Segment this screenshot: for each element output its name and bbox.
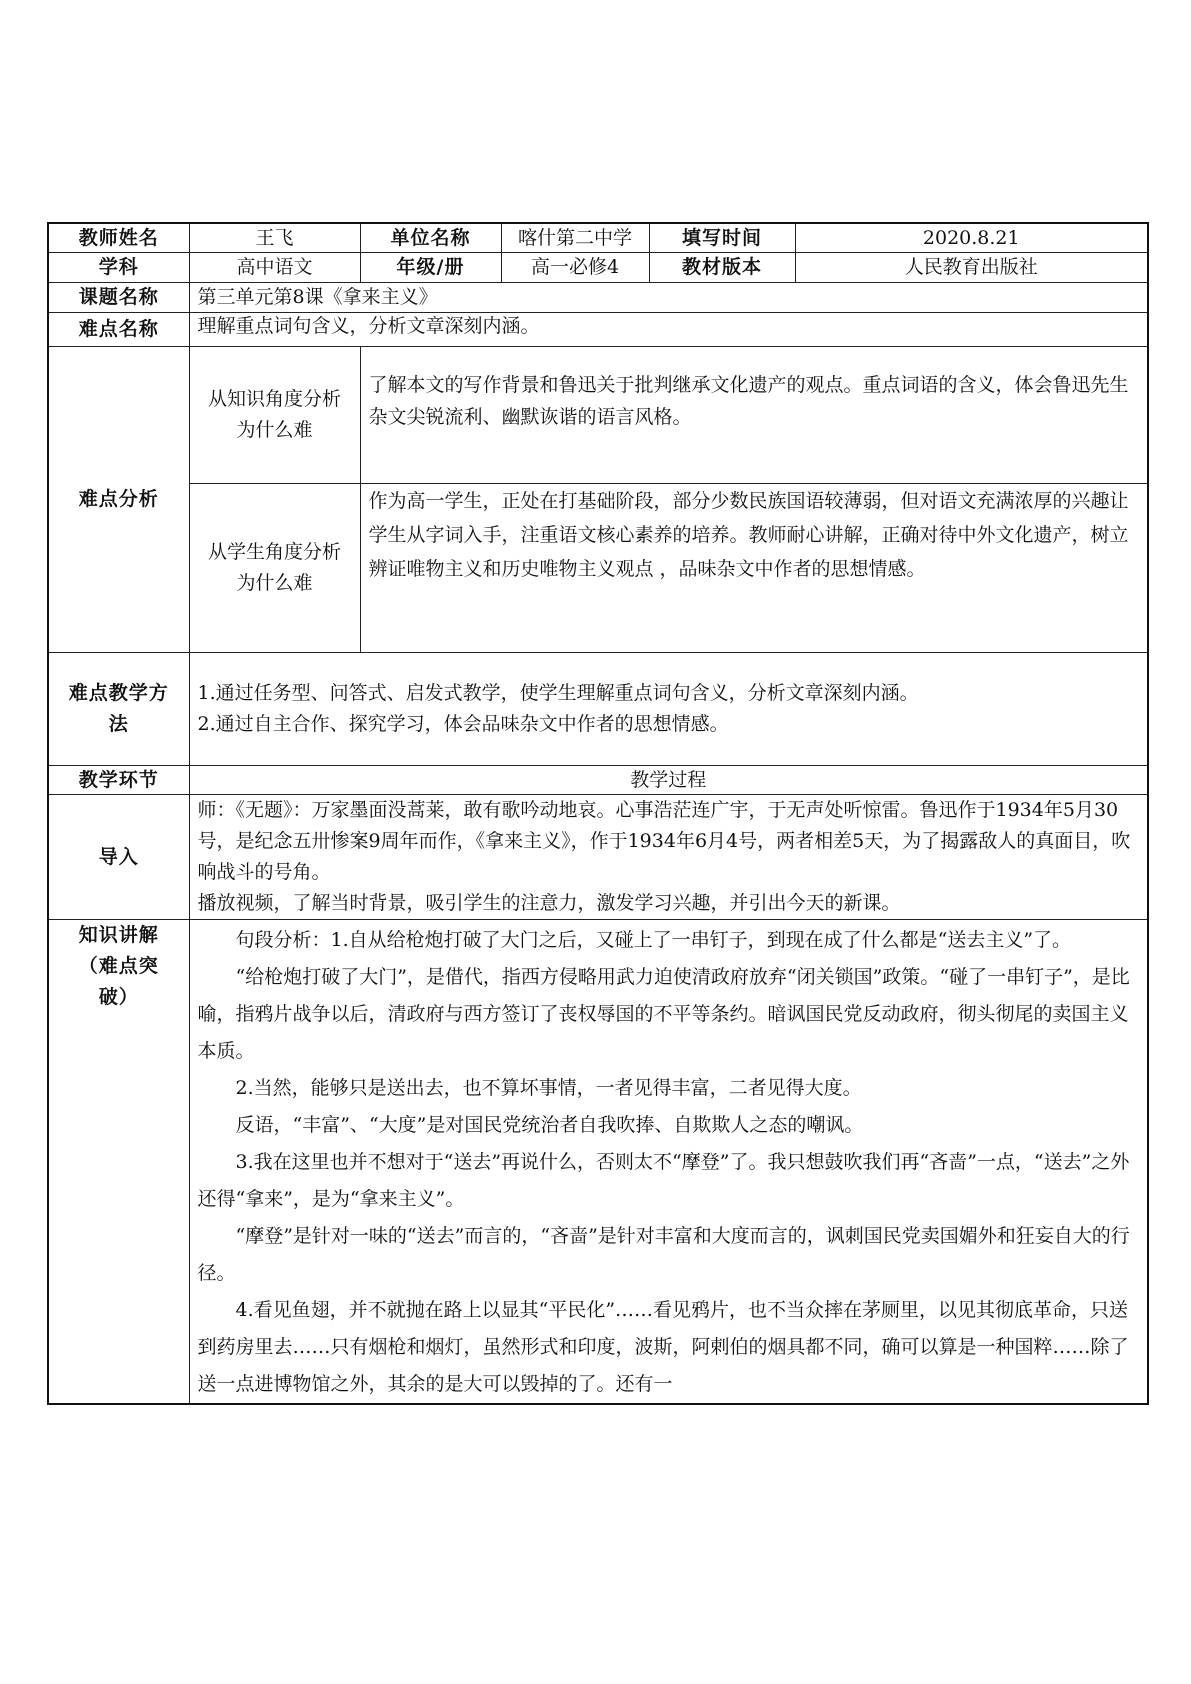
- lesson-label: 课题名称: [48, 282, 189, 312]
- lesson-plan-table: [47, 222, 1149, 1405]
- student-angle-text: 作为高一学生，正处在打基础阶段，部分少数民族国语较薄弱，但对语文充满浓厚的兴趣让学生从字词入手，注重语文核心素养的培养。教师耐心讲解，正确对待中外文化遗产，树立辨证唯物主义和历史唯物主义观点 ，品味杂文中作者的思想情感。: [360, 483, 1148, 652]
- knowledge-text: [189, 919, 1148, 1404]
- knowledge-label-line1: 知识讲解: [78, 923, 159, 946]
- method-label-line1: 难点教学方: [68, 681, 169, 704]
- intro-label: 导入: [48, 794, 189, 919]
- student-angle-line2: 为什么难: [236, 571, 313, 594]
- intro-text: [189, 794, 1148, 919]
- method-line2: 2.通过自主合作、探究学习，体会品味杂文中作者的思想情感。: [197, 712, 729, 735]
- knowledge-para: “摩登”是针对一味的“送去”而言的，“吝啬”是针对丰富和大度而言的，讽刺国民党卖国媚外和狂妄自大的行径。: [197, 1224, 1130, 1284]
- knowledge-para: 句段分析：1.自从给枪炮打破了大门之后，又碰上了一串钉子，到现在成了什么都是“送去主义”了。: [235, 928, 1072, 951]
- knowledge-angle-label: [189, 346, 360, 483]
- unit-label: 单位名称: [360, 223, 501, 252]
- difficulty-value: 理解重点词句含义，分析文章深刻内涵。: [189, 312, 1148, 346]
- method-text: [189, 652, 1148, 765]
- knowledge-angle-text: 了解本文的写作背景和鲁迅关于批判继承文化遗产的观点。重点词语的含义，体会鲁迅先生杂文尖锐流利、幽默诙谐的语言风格。: [360, 346, 1148, 483]
- student-angle-label: [189, 483, 360, 652]
- method-label: [48, 652, 189, 765]
- knowledge-angle-line2: 为什么难: [236, 418, 313, 441]
- analysis-knowledge-row: [48, 346, 1148, 483]
- knowledge-row: [48, 919, 1148, 1404]
- difficulty-label: 难点名称: [48, 312, 189, 346]
- knowledge-para: 4.看见鱼翅，并不就抛在路上以显其“平民化”……看见鸦片，也不当众摔在茅厕里，以见其彻底革命，只送到药房里去……只有烟枪和烟灯，虽然形式和印度，波斯，阿剌伯的烟具都不同，确可以算是一种国粹……除了送一点进博物馆之外，其余的是大可以毁掉的了。还有一: [197, 1298, 1129, 1395]
- knowledge-para: 反语，“丰富”、“大度”是对国民党统治者自我吹捧、自欺欺人之态的嘲讽。: [235, 1113, 864, 1136]
- knowledge-para: “给枪炮打破了大门”，是借代，指西方侵略用武力迫使清政府放弃“闭关锁国”政策。“碰了一串钉子”，是比喻，指鸦片战争以后，清政府与西方签订了丧权辱国的不平等条约。暗讽国民党反动政府，彻头彻尾的卖国主义本质。: [197, 965, 1130, 1062]
- knowledge-angle-line1: 从知识角度分析: [207, 387, 341, 410]
- difficulty-row: [48, 312, 1148, 346]
- knowledge-label-line3: 破）: [98, 985, 139, 1008]
- knowledge-label-line2: （难点突: [78, 954, 159, 977]
- knowledge-label: [48, 919, 189, 1404]
- intro-para-1: 师：《无题》：万家墨面没蒿莱，敢有歌吟动地哀。心事浩茫连广宇，于无声处听惊雷。鲁迅作于1934年5月30号，是纪念五卅惨案9周年而作，《拿来主义》，作于1934年6月4号，两者相差5天，为了揭露敌人的真面目，吹响战斗的号角。: [197, 798, 1131, 883]
- grade-label: 年级/册: [360, 252, 501, 282]
- date-value: 2020.8.21: [795, 223, 1148, 252]
- header-row-1: [48, 223, 1148, 252]
- student-angle-line1: 从学生角度分析: [207, 540, 341, 563]
- knowledge-para: 2.当然，能够只是送出去，也不算坏事情，一者见得丰富，二者见得大度。: [235, 1076, 862, 1099]
- process-label: 教学环节: [48, 765, 189, 794]
- grade-value: 高一必修4: [501, 252, 649, 282]
- subject-label: 学科: [48, 252, 189, 282]
- teacher-value: 王飞: [189, 223, 360, 252]
- header-row-2: [48, 252, 1148, 282]
- subject-value: 高中语文: [189, 252, 360, 282]
- method-label-line2: 法: [108, 712, 129, 735]
- date-label: 填写时间: [649, 223, 795, 252]
- teacher-label: 教师姓名: [48, 223, 189, 252]
- process-header-row: [48, 765, 1148, 794]
- knowledge-para: 3.我在这里也并不想对于“送去”再说什么，否则太不“摩登”了。我只想鼓吹我们再“吝啬”一点，“送去”之外还得“拿来”，是为“拿来主义”。: [197, 1150, 1130, 1210]
- intro-row: [48, 794, 1148, 919]
- lesson-value: 第三单元第8课《拿来主义》: [189, 282, 1148, 312]
- lesson-row: [48, 282, 1148, 312]
- method-line1: 1.通过任务型、问答式、启发式教学，使学生理解重点词句含义，分析文章深刻内涵。: [197, 681, 919, 704]
- analysis-label: 难点分析: [48, 346, 189, 652]
- intro-para-2: 播放视频，了解当时背景，吸引学生的注意力，激发学习兴趣，并引出今天的新课。: [197, 891, 901, 914]
- edition-value: 人民教育出版社: [795, 252, 1148, 282]
- analysis-student-row: [48, 483, 1148, 652]
- process-value: 教学过程: [189, 765, 1148, 794]
- method-row: [48, 652, 1148, 765]
- unit-value: 喀什第二中学: [501, 223, 649, 252]
- edition-label: 教材版本: [649, 252, 795, 282]
